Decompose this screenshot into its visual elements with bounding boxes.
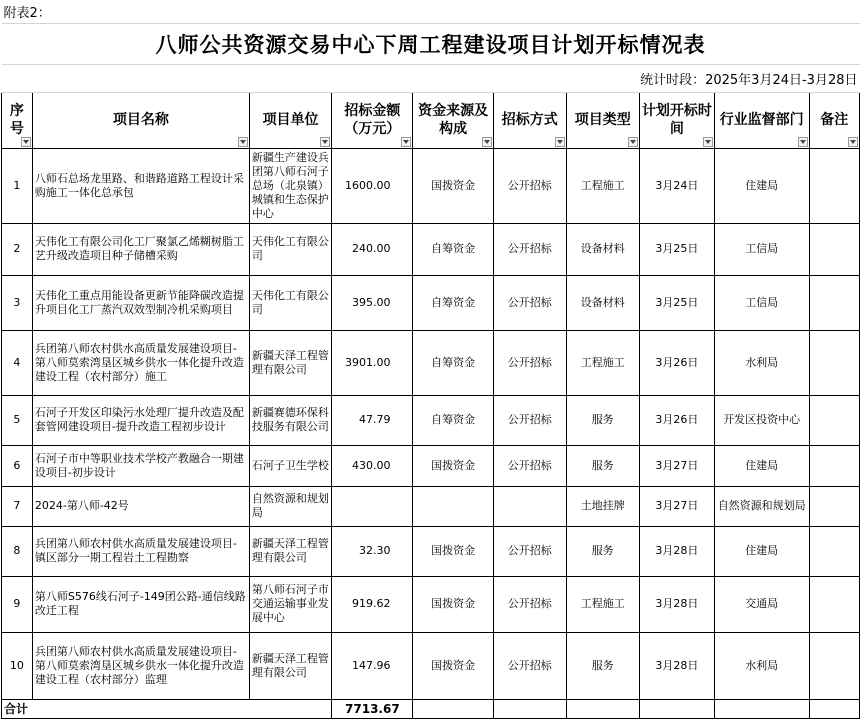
cell-seq: 6 xyxy=(2,445,33,486)
cell-remark xyxy=(809,395,859,445)
attachment-note: 附表2： xyxy=(2,1,860,23)
cell-type: 工程施工 xyxy=(566,330,639,395)
header-method xyxy=(493,92,566,148)
table-row xyxy=(2,445,860,486)
table-row xyxy=(2,632,860,699)
table-row xyxy=(2,330,860,395)
table-title: 八师公共资源交易中心下周工程建设项目计划开标情况表 xyxy=(2,23,860,64)
cell-method: 公开招标 xyxy=(493,275,566,330)
cell-method: 公开招标 xyxy=(493,632,566,699)
cell-date: 3月28日 xyxy=(639,632,714,699)
cell-unit: 新疆天泽工程管理有限公司 xyxy=(249,632,331,699)
cell-dept: 住建局 xyxy=(714,526,809,576)
table-row xyxy=(2,148,860,223)
cell-dept: 开发区投资中心 xyxy=(714,395,809,445)
header-name xyxy=(32,92,249,148)
cell-method: 公开招标 xyxy=(493,526,566,576)
cell-seq: 2 xyxy=(2,223,33,275)
cell-remark xyxy=(809,576,859,632)
filter-dropdown-icon[interactable] xyxy=(703,137,713,147)
cell-remark xyxy=(809,526,859,576)
table-row xyxy=(2,526,860,576)
header-label: 行业监督部门 xyxy=(719,112,804,128)
cell-fund: 自筹资金 xyxy=(413,223,493,275)
cell-remark xyxy=(809,223,859,275)
cell-date: 3月24日 xyxy=(639,148,714,223)
cell-date: 3月27日 xyxy=(639,486,714,526)
header-remark xyxy=(809,92,859,148)
cell-name: 石河子开发区印染污水处理厂提升改造及配套管网建设项目-提升改造工程初步设计 xyxy=(32,395,249,445)
cell-amount: 32.30 xyxy=(332,526,413,576)
cell-fund: 国拨资金 xyxy=(413,526,493,576)
cell-method: 公开招标 xyxy=(493,445,566,486)
table-row xyxy=(2,275,860,330)
header-label: 备注 xyxy=(820,112,849,128)
cell-empty xyxy=(413,699,493,718)
cell-remark xyxy=(809,486,859,526)
note-row xyxy=(2,1,860,23)
header-label: 资金来源及构成 xyxy=(418,103,489,137)
table-body xyxy=(2,1,860,718)
filter-dropdown-icon[interactable] xyxy=(21,137,31,147)
cell-amount: 919.62 xyxy=(332,576,413,632)
header-amount xyxy=(332,92,413,148)
cell-remark xyxy=(809,445,859,486)
header-label: 招标金额（万元） xyxy=(344,103,401,137)
cell-type: 设备材料 xyxy=(566,275,639,330)
period-row xyxy=(2,64,860,92)
cell-amount: 47.79 xyxy=(332,395,413,445)
cell-unit: 天伟化工有限公司 xyxy=(249,275,331,330)
filter-dropdown-icon[interactable] xyxy=(848,137,858,147)
filter-dropdown-icon[interactable] xyxy=(401,137,411,147)
cell-empty xyxy=(493,699,566,718)
cell-fund: 国拨资金 xyxy=(413,632,493,699)
cell-dept: 住建局 xyxy=(714,445,809,486)
cell-fund: 自筹资金 xyxy=(413,275,493,330)
cell-empty xyxy=(809,699,859,718)
cell-dept: 工信局 xyxy=(714,275,809,330)
header-row xyxy=(2,92,860,148)
cell-dept: 交通局 xyxy=(714,576,809,632)
cell-dept: 住建局 xyxy=(714,148,809,223)
header-label: 计划开标时间 xyxy=(641,103,712,137)
cell-type: 土地挂牌 xyxy=(566,486,639,526)
cell-unit: 石河子卫生学校 xyxy=(249,445,331,486)
cell-remark xyxy=(809,275,859,330)
cell-unit: 新疆赛德环保科技服务有限公司 xyxy=(249,395,331,445)
cell-name: 八师石总场龙里路、和谐路道路工程设计采购施工一体化总承包 xyxy=(32,148,249,223)
cell-amount: 3901.00 xyxy=(332,330,413,395)
header-label: 项目类型 xyxy=(574,112,631,128)
header-type xyxy=(566,92,639,148)
filter-dropdown-icon[interactable] xyxy=(482,137,492,147)
cell-empty xyxy=(566,699,639,718)
table-row xyxy=(2,576,860,632)
cell-seq: 8 xyxy=(2,526,33,576)
total-amount: 7713.67 xyxy=(332,699,413,718)
cell-unit: 新疆生产建设兵团第八师石河子总场（北泉镇）城镇和生态保护中心 xyxy=(249,148,331,223)
cell-seq: 10 xyxy=(2,632,33,699)
cell-type: 工程施工 xyxy=(566,576,639,632)
filter-dropdown-icon[interactable] xyxy=(320,137,330,147)
cell-fund: 国拨资金 xyxy=(413,148,493,223)
cell-date: 3月28日 xyxy=(639,526,714,576)
cell-amount: 240.00 xyxy=(332,223,413,275)
cell-type: 服务 xyxy=(566,395,639,445)
header-label: 项目名称 xyxy=(112,112,169,128)
filter-dropdown-icon[interactable] xyxy=(238,137,248,147)
cell-method: 公开招标 xyxy=(493,223,566,275)
cell-name: 第八师S576线石河子-149团公路-通信线路改迁工程 xyxy=(32,576,249,632)
table-row xyxy=(2,223,860,275)
cell-date: 3月26日 xyxy=(639,395,714,445)
cell-seq: 3 xyxy=(2,275,33,330)
cell-fund xyxy=(413,486,493,526)
cell-method: 公开招标 xyxy=(493,576,566,632)
cell-date: 3月27日 xyxy=(639,445,714,486)
header-label: 项目单位 xyxy=(262,112,319,128)
filter-dropdown-icon[interactable] xyxy=(798,137,808,147)
header-label: 招标方式 xyxy=(501,112,558,128)
cell-date: 3月28日 xyxy=(639,576,714,632)
cell-fund: 国拨资金 xyxy=(413,576,493,632)
cell-seq: 9 xyxy=(2,576,33,632)
cell-amount xyxy=(332,486,413,526)
cell-dept: 水利局 xyxy=(714,330,809,395)
cell-name: 2024-第八师-42号 xyxy=(32,486,249,526)
cell-remark xyxy=(809,330,859,395)
header-unit xyxy=(249,92,331,148)
cell-amount: 430.00 xyxy=(332,445,413,486)
cell-name: 石河子市中等职业技术学校产教融合一期建设项目-初步设计 xyxy=(32,445,249,486)
cell-name: 兵团第八师农村供水高质量发展建设项目-镇区部分一期工程岩土工程勘察 xyxy=(32,526,249,576)
cell-name: 天伟化工重点用能设备更新节能降碳改造提升项目化工厂蒸汽双效型制冷机采购项目 xyxy=(32,275,249,330)
cell-unit: 天伟化工有限公司 xyxy=(249,223,331,275)
cell-unit: 第八师石河子市交通运输事业发展中心 xyxy=(249,576,331,632)
cell-fund: 自筹资金 xyxy=(413,395,493,445)
title-row xyxy=(2,23,860,64)
cell-method: 公开招标 xyxy=(493,330,566,395)
cell-type: 服务 xyxy=(566,526,639,576)
filter-dropdown-icon[interactable] xyxy=(628,137,638,147)
table-row xyxy=(2,395,860,445)
cell-unit: 新疆天泽工程管理有限公司 xyxy=(249,330,331,395)
cell-remark xyxy=(809,632,859,699)
cell-method: 公开招标 xyxy=(493,395,566,445)
cell-name: 兵团第八师农村供水高质量发展建设项目-第八师莫索湾垦区城乡供水一体化提升改造建设工程（农村部分）施工 xyxy=(32,330,249,395)
header-dept xyxy=(714,92,809,148)
table-row xyxy=(2,486,860,526)
cell-fund: 自筹资金 xyxy=(413,330,493,395)
cell-date: 3月25日 xyxy=(639,223,714,275)
cell-method xyxy=(493,486,566,526)
cell-name: 兵团第八师农村供水高质量发展建设项目-第八师莫索湾垦区城乡供水一体化提升改造建设工程（农村部分）监理 xyxy=(32,632,249,699)
cell-unit: 自然资源和规划局 xyxy=(249,486,331,526)
cell-empty xyxy=(639,699,714,718)
cell-dept: 水利局 xyxy=(714,632,809,699)
cell-type: 服务 xyxy=(566,445,639,486)
header-date xyxy=(639,92,714,148)
cell-type: 工程施工 xyxy=(566,148,639,223)
cell-amount: 395.00 xyxy=(332,275,413,330)
header-fund xyxy=(413,92,493,148)
cell-fund: 国拨资金 xyxy=(413,445,493,486)
header-seq xyxy=(2,92,33,148)
cell-empty xyxy=(714,699,809,718)
cell-unit: 新疆天泽工程管理有限公司 xyxy=(249,526,331,576)
statistics-period: 统计时段：2025年3月24日-3月28日 xyxy=(2,64,860,92)
cell-remark xyxy=(809,148,859,223)
cell-date: 3月25日 xyxy=(639,275,714,330)
cell-seq: 1 xyxy=(2,148,33,223)
total-row xyxy=(2,699,860,718)
header-label: 序号 xyxy=(9,103,24,137)
cell-seq: 4 xyxy=(2,330,33,395)
cell-dept: 工信局 xyxy=(714,223,809,275)
bid-plan-table xyxy=(1,1,860,719)
cell-seq: 5 xyxy=(2,395,33,445)
cell-name: 天伟化工有限公司化工厂聚氯乙烯糊树脂工艺升级改造项目种子储槽采购 xyxy=(32,223,249,275)
cell-method: 公开招标 xyxy=(493,148,566,223)
cell-type: 服务 xyxy=(566,632,639,699)
cell-date: 3月26日 xyxy=(639,330,714,395)
cell-amount: 1600.00 xyxy=(332,148,413,223)
cell-dept: 自然资源和规划局 xyxy=(714,486,809,526)
total-label: 合计 xyxy=(2,699,332,718)
cell-amount: 147.96 xyxy=(332,632,413,699)
filter-dropdown-icon[interactable] xyxy=(555,137,565,147)
cell-type: 设备材料 xyxy=(566,223,639,275)
cell-seq: 7 xyxy=(2,486,33,526)
